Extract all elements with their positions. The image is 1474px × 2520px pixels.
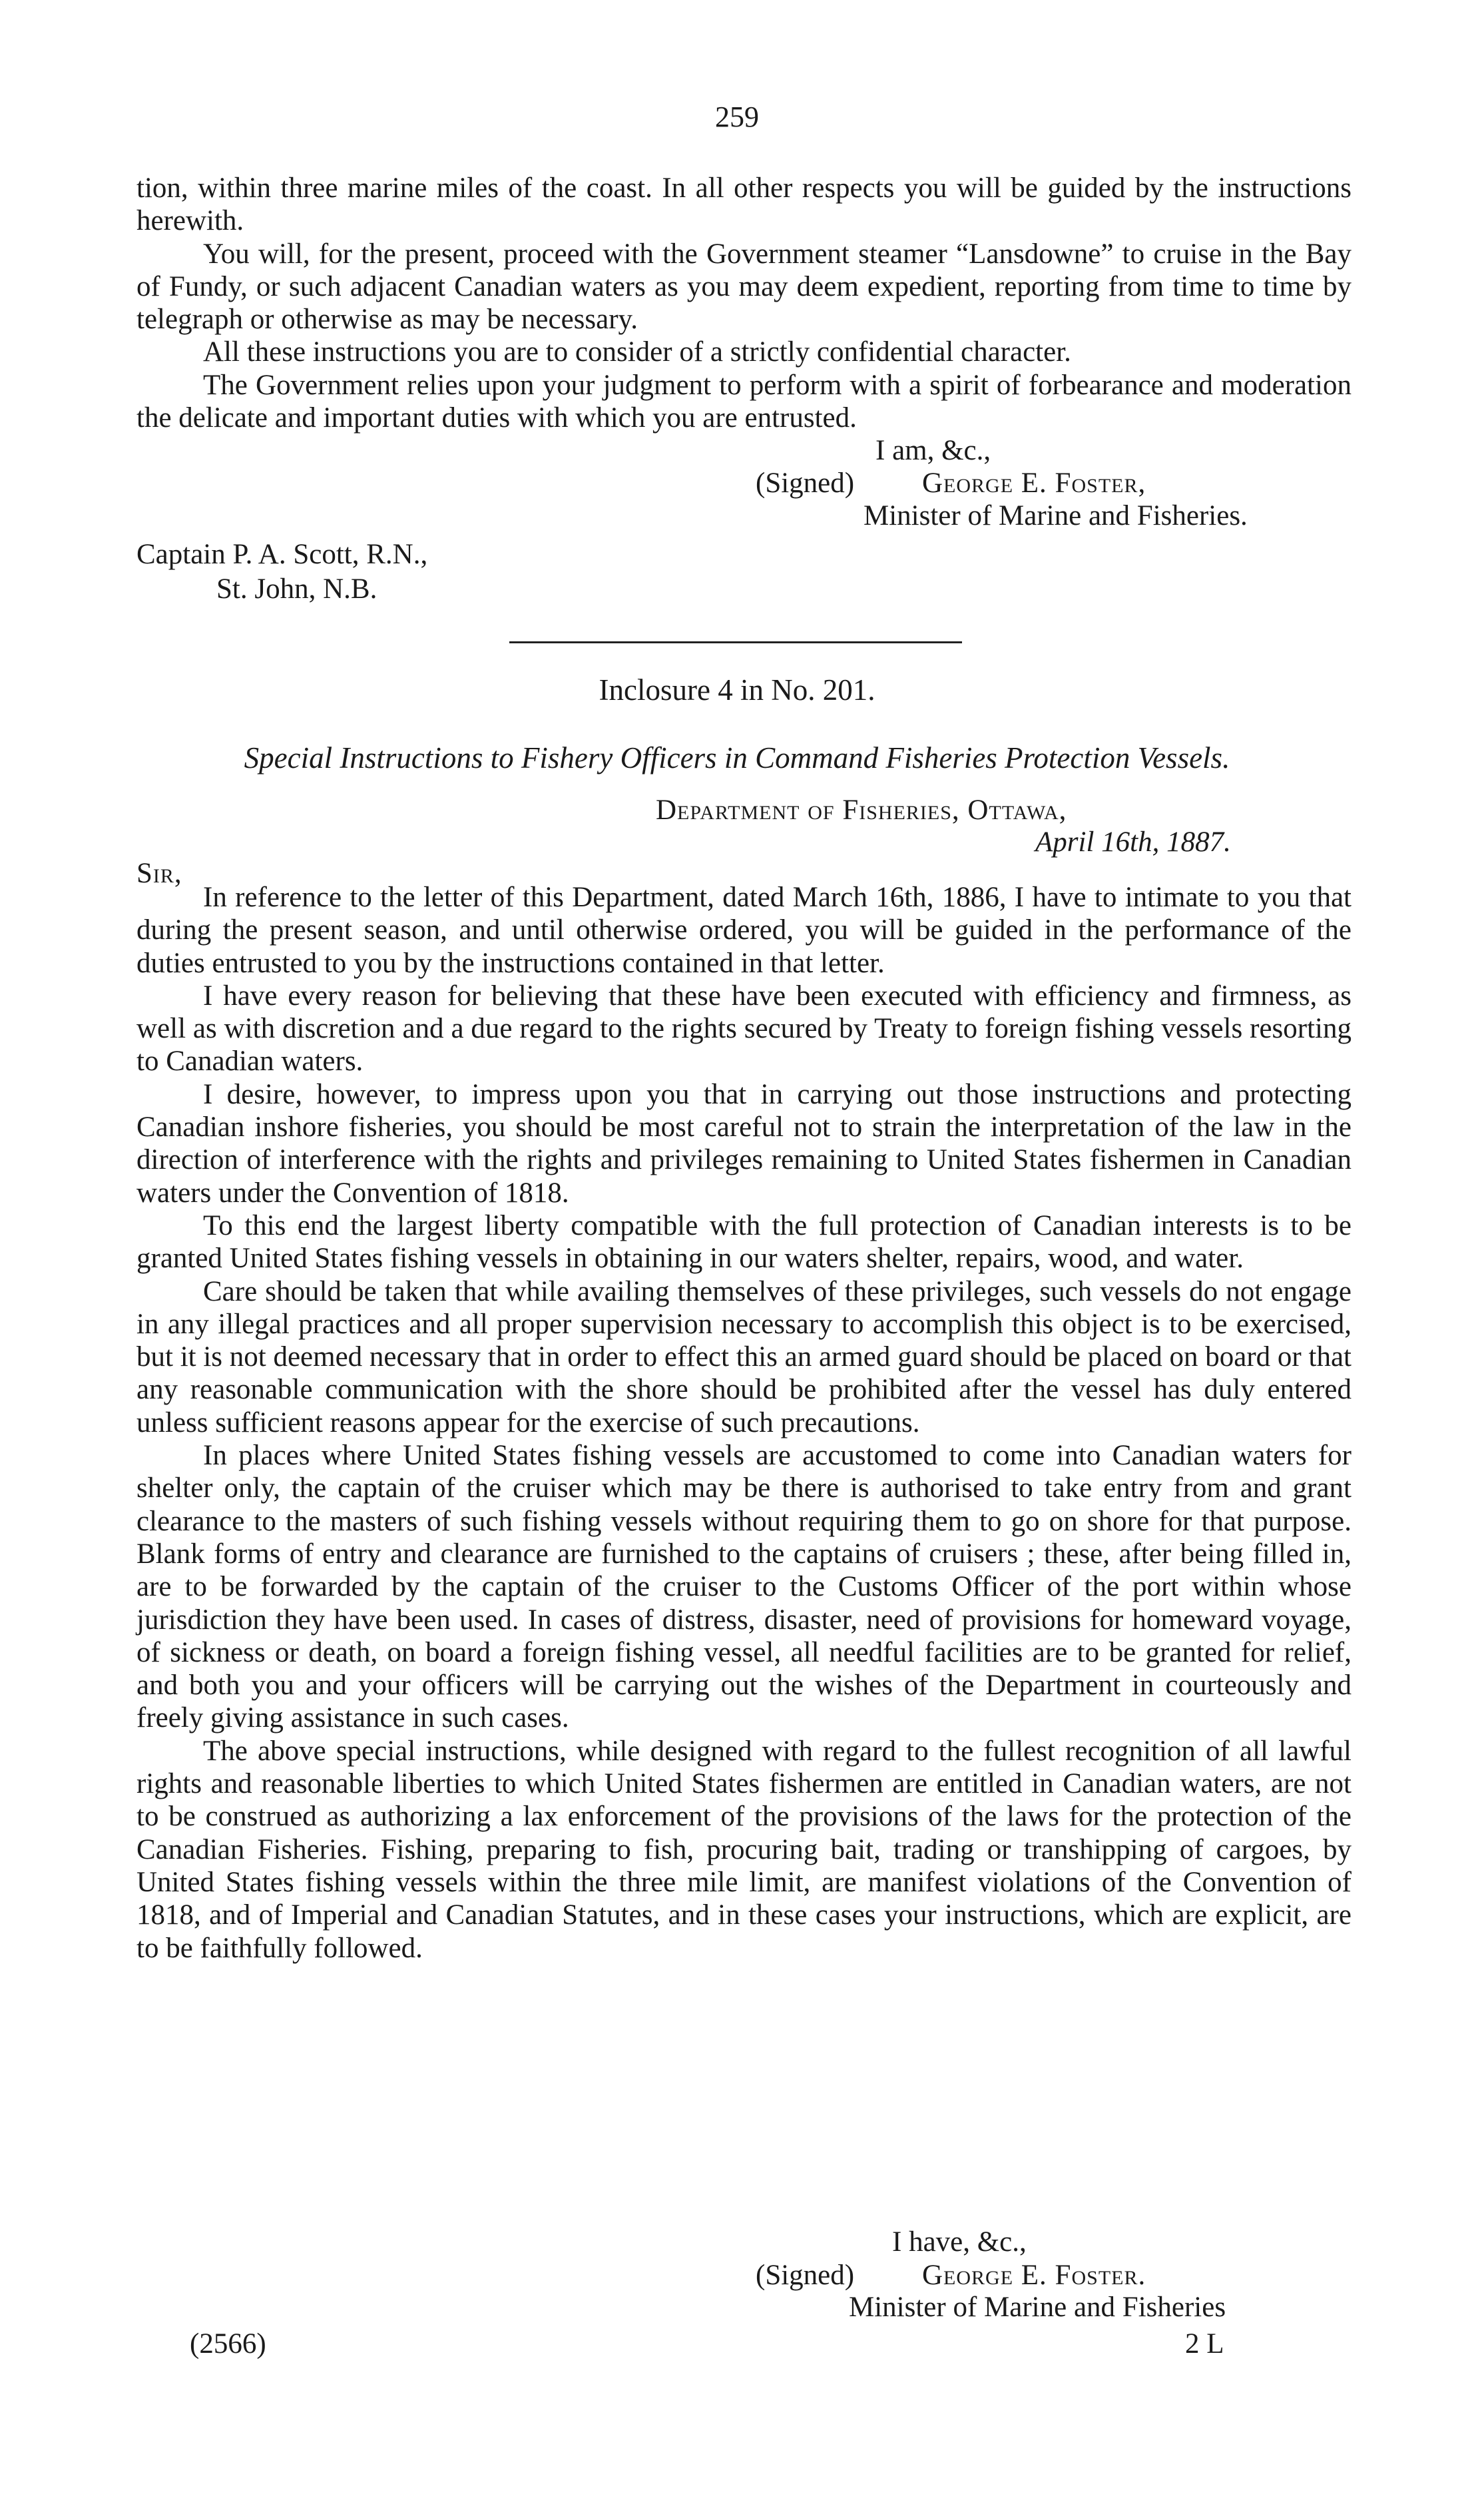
paragraph: To this end the largest liberty compatible with the full protection of Canadian interests is to be granted United States fishing vessels in obtaining in our waters shelter, repairs, wood, and water. [136,1209,1351,1275]
paragraph: The above special instructions, while designed with regard to the fullest recognition of all lawful rights and reasonable liberties to which United States fishermen are entitled in Canadian waters, are not to be construed as authorizing a lax enforcement of the provisions of the laws for the protection of the Canadian Fisheries. Fishing, preparing to fish, procuring bait, trading or transhipping of cargoes, by United States fishing vessels within the three mile limit, are manifest violations of the Convention of 1818, and of Imperial and Canadian Statutes, and in these cases your instructions, which are explicit, are to be faithfully followed. [136,1735,1351,1964]
department-line: Department of Fisheries, Ottawa, [656,794,1067,826]
addressee-line: St. John, N.B. [216,573,377,605]
letter-body [136,881,1351,1965]
paragraph: All these instructions you are to consider of a strictly confidential character. [203,336,1071,368]
signatory-name: George E. Foster, [922,468,1146,499]
enclosure-heading: Inclosure 4 in No. 201. [599,673,875,707]
signatory-title: Minister of Marine and Fisheries. [863,500,1248,531]
signatory-name: George E. Foster. [922,2260,1146,2291]
salutation: Sir, [136,858,182,889]
page-number: 259 [715,101,759,133]
closing-line: I have, &c., [892,2226,1027,2258]
letter-body-continued [136,172,1351,434]
addressee-line: Captain P. A. Scott, R.N., [136,539,428,570]
paragraph: I have every reason for believing that these have been executed with efficiency and firmness, as well as with discretion and a due regard to the rights secured by Treaty to foreign fishing vessels resorting to Canadian waters. [136,980,1351,1078]
signature-mark: 2 L [1185,2328,1224,2360]
closing-line: I am, &c., [875,435,991,466]
signed-label: (Signed) [756,2260,855,2291]
letter-date: April 16th, 1887. [1035,826,1231,858]
signatory-title: Minister of Marine and Fisheries [849,2292,1226,2323]
paragraph: tion, within three marine miles of the coast. In all other respects you will be guided by the instructions herewith. [136,172,1351,237]
paragraph: In reference to the letter of this Department, dated March 16th, 1886, I have to intimate to you that during the present season, and until otherwise ordered, you will be guided in the performance of the duties entrusted to you by the instructions contained in that letter. [136,882,1351,979]
section-divider [509,641,962,643]
print-code: (2566) [190,2328,266,2360]
paragraph: You will, for the present, proceed with the Government steamer “Lansdowne” to cruise in the Bay of Fundy, or such adjacent Canadian waters as you may deem expedient, reporting from time to time by telegraph or otherwise as may be necessary. [136,238,1351,336]
paragraph: In places where United States fishing vessels are accustomed to come into Canadian waters for shelter only, the captain of the cruiser which may be there is authorised to take entry from and grant clearance to the masters of such fishing vessels without requiring them to go on shore for that purpose. Blank forms of entry and clearance are furnished to the captains of cruisers ; these, after being filled in, are to be forwarded by the captain of the cruiser to the Customs Officer of the port within whose jurisdiction they have been used. In cases of distress, disaster, need of provisions for homeward voyage, of sickness or death, on board a foreign fishing vessel, all needful facilities are to be granted for relief, and both you and your officers will be carrying out the wishes of the Department in courteously and freely giving assistance in such cases. [136,1440,1351,1734]
paragraph: Care should be taken that while availing themselves of these privileges, such vessels do not engage in any illegal practices and all proper supervision necessary to accomplish this object is to be exercised, but it is not deemed necessary that in order to effect this an armed guard should be placed on board or that any reasonable communication with the shore should be prohibited after the vessel has duly entered unless sufficient reasons appear for the exercise of such precautions. [136,1275,1351,1438]
paragraph: I desire, however, to impress upon you that in carrying out those instructions and protecting Canadian inshore fisheries, you should be most careful not to strain the interpretation of the law in the direction of interference with the rights and privileges remaining to United States fishermen in Canadian waters under the Convention of 1818. [136,1078,1351,1209]
enclosure-title: Special Instructions to Fishery Officers in Command Fisheries Protection Vessels. [244,741,1230,775]
signed-label: (Signed) [756,468,855,499]
paragraph: The Government relies upon your judgment to perform with a spirit of forbearance and moderation the delicate and important duties with which you are entrusted. [136,369,1351,434]
